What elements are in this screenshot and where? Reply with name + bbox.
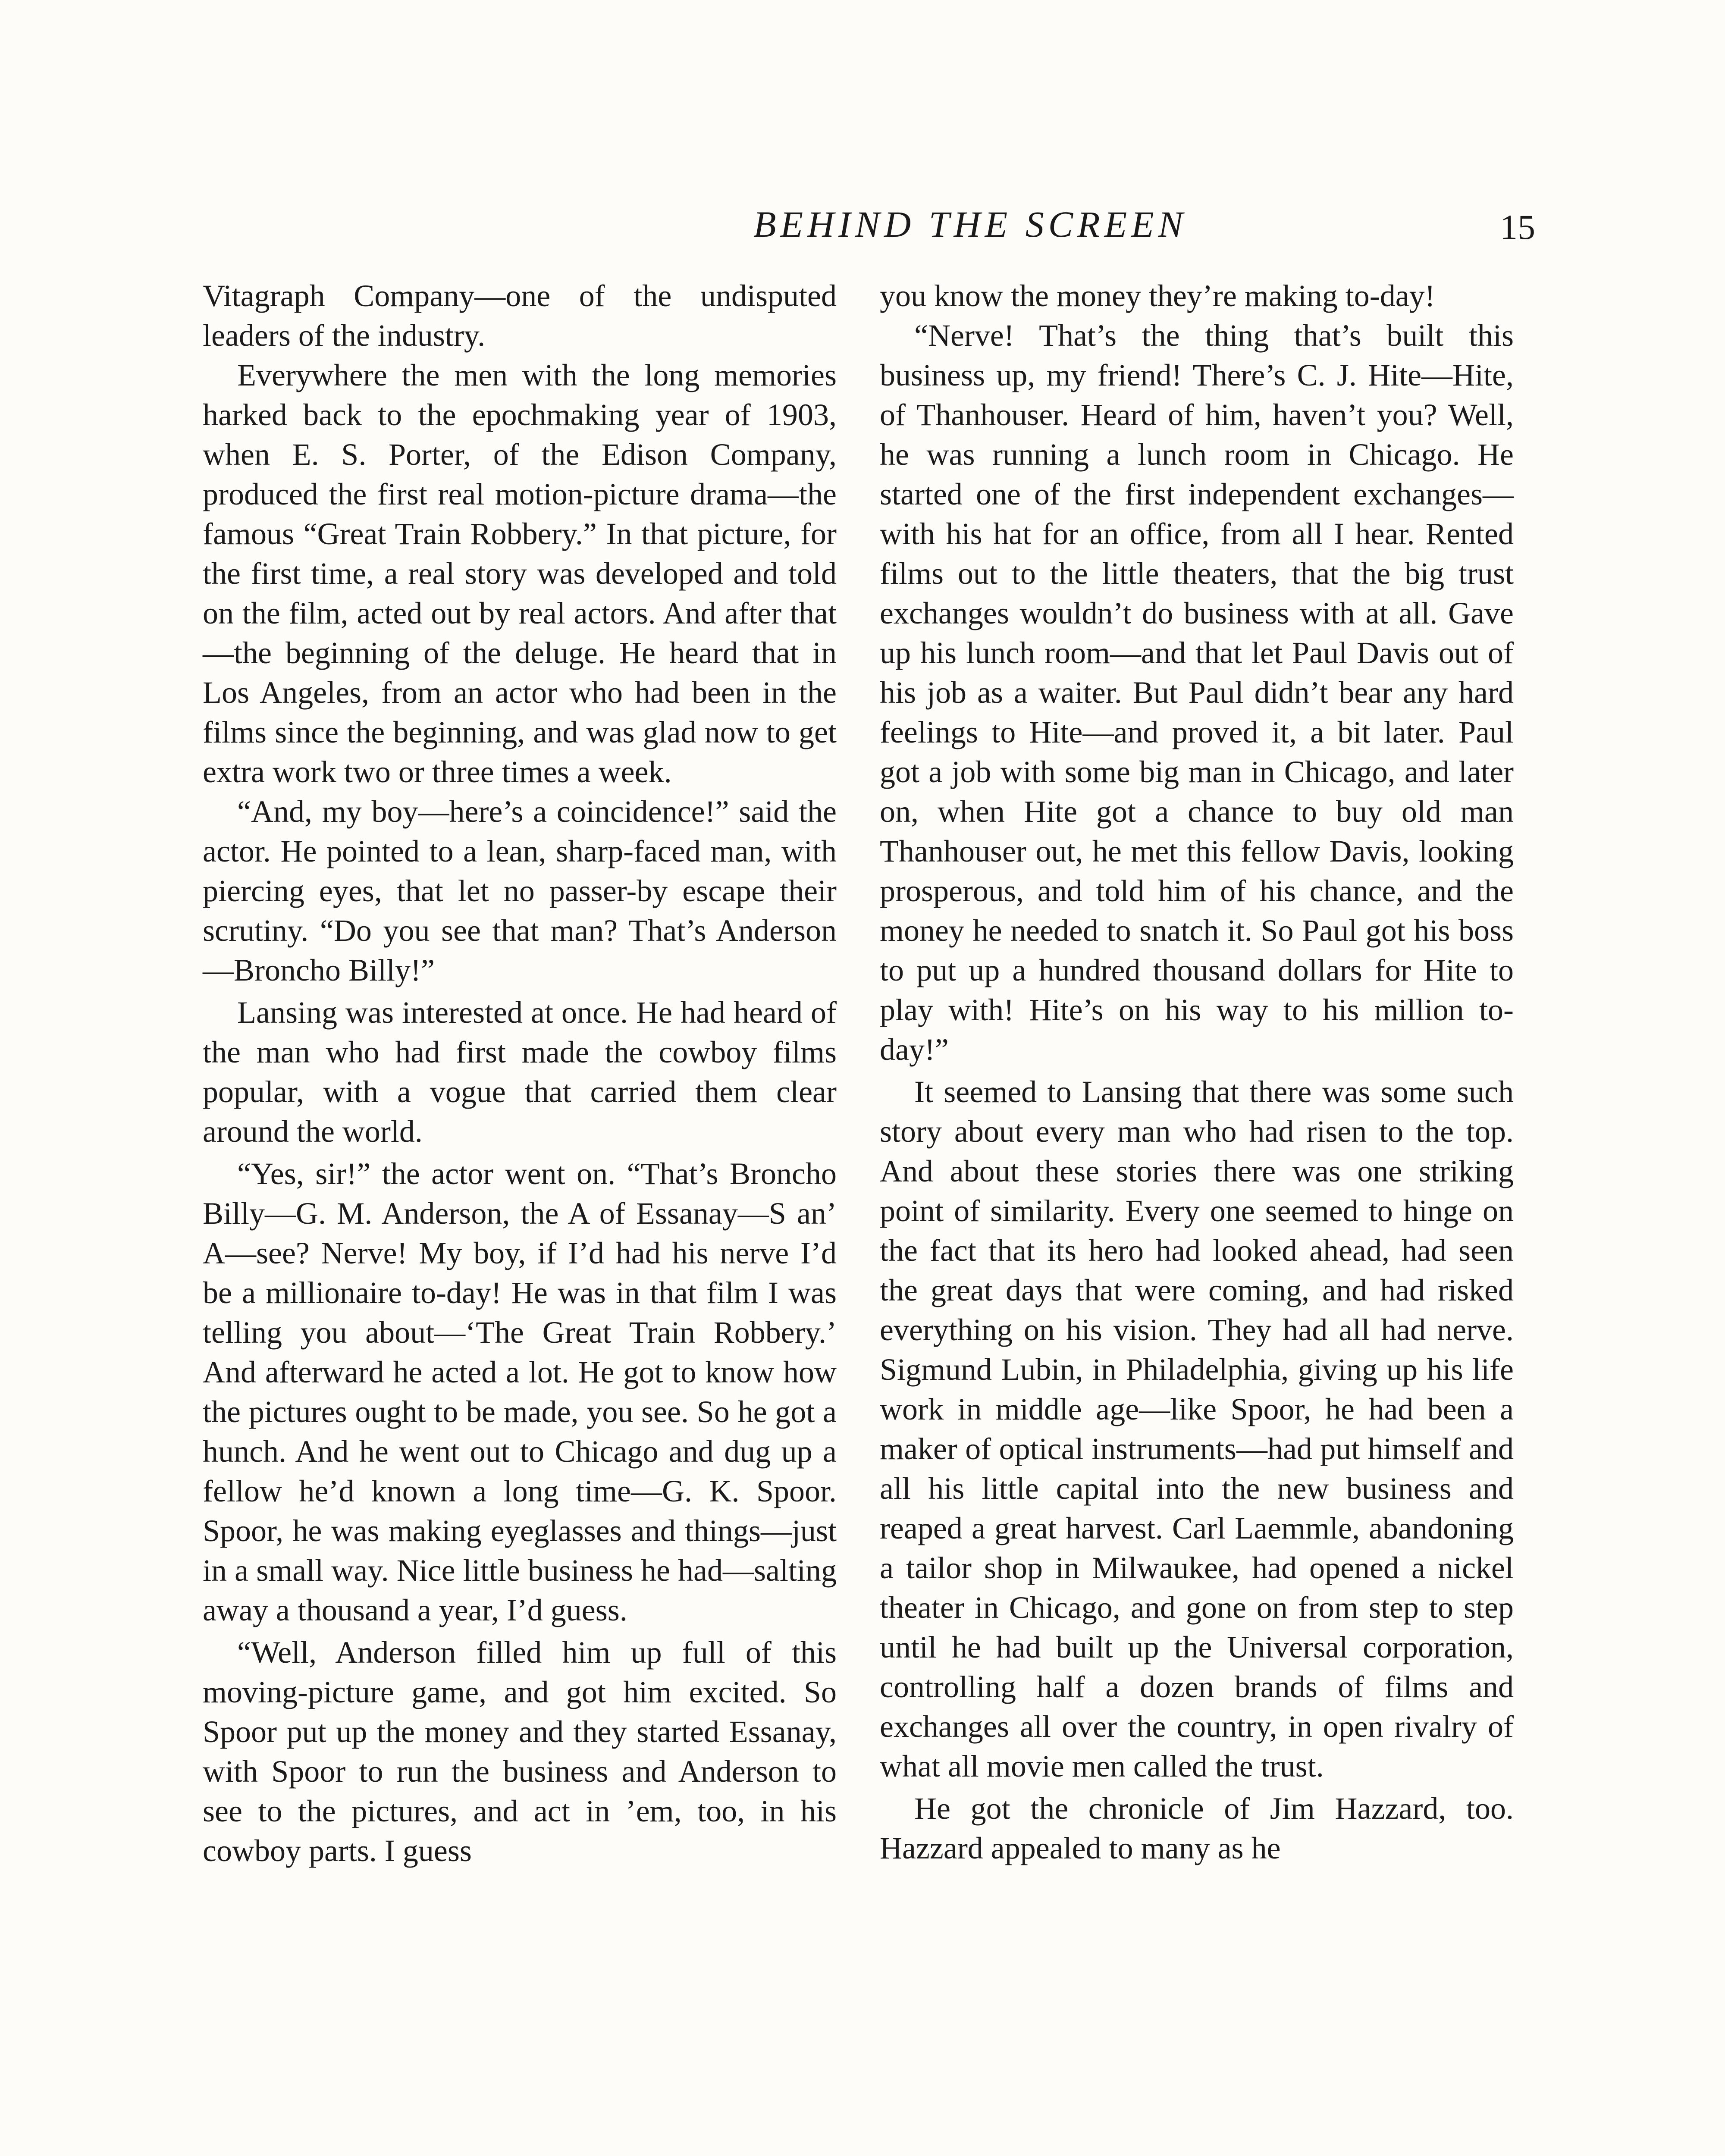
page-number: 15 bbox=[1500, 207, 1535, 247]
paragraph: “And, my boy—here’s a coincidence!” said the actor. He pointed to a lean, sharp-faced man, with piercing eyes, that let no passer-by escape their scrutiny. “Do you see that man? That’s Anderson—Broncho Billy!” bbox=[203, 794, 837, 987]
right-column bbox=[880, 276, 1514, 1868]
paragraph: Vitagraph Company—one of the undisputed leaders of the industry. bbox=[203, 279, 837, 353]
paragraph: “Well, Anderson filled him up full of this moving-picture game, and got him excited. So Spoor put up the money and they started Essanay, with Spoor to run the business and Anderson to see to the pictures, and act in ’em, too, in his cowboy parts. I guess bbox=[203, 1635, 837, 1868]
paragraph: “Yes, sir!” the actor went on. “That’s Broncho Billy—G. M. Anderson, the A of Essanay—S an’ A—see? Nerve! My boy, if I’d had his nerve I’d be a millionaire to-day! He was in that film I was telling you about—‘The Great Train Robbery.’ And afterward he acted a lot. He got to know how the pictures ought to be made, you see. So he got a hunch. And he went out to Chicago and dug up a fellow he’d known a long time—G. K. Spoor. Spoor, he was making eyeglasses and things—just in a small way. Nice little business he had—salting away a thousand a year, I’d guess. bbox=[203, 1156, 837, 1627]
paragraph: Lansing was interested at once. He had heard of the man who had first made the cowboy films popular, with a vogue that carried them clear around the world. bbox=[203, 995, 837, 1149]
left-column bbox=[203, 276, 837, 1871]
paragraph: He got the chronicle of Jim Hazzard, too. Hazzard appealed to many as he bbox=[880, 1791, 1514, 1865]
paragraph: It seemed to Lansing that there was some such story about every man who had risen to the top. And about these stories there was one striking point of similarity. Every one seemed to hinge on the fact that its hero had looked ahead, had seen the great days that were coming, and had risked everything on his vision. They had all had nerve. Sigmund Lubin, in Philadelphia, giving up his life work in middle age—like Spoor, he had been a maker of optical instruments—had put himself and all his little capital into the new business and reaped a great harvest. Carl Laemmle, abandoning a tailor shop in Milwaukee, had opened a nickel theater in Chicago, and gone on from step to step until he had built up the Universal corporation, controlling half a dozen brands of films and exchanges all over the country, in open rivalry of what all movie men called the trust. bbox=[880, 1075, 1514, 1783]
paragraph: you know the money they’re making to-day! bbox=[880, 279, 1435, 313]
paragraph: Everywhere the men with the long memories harked back to the epochmaking year of 1903, when E. S. Porter, of the Edison Company, produced the first real motion-picture drama—the famous “Great Train Robbery.” In that picture, for the first time, a real story was developed and told on the film, acted out by real actors. And after that—the beginning of the deluge. He heard that in Los Angeles, from an actor who had been in the films since the beginning, and was glad now to get extra work two or three times a week. bbox=[203, 358, 837, 789]
paragraph: “Nerve! That’s the thing that’s built this business up, my friend! There’s C. J. Hite—Hite, of Thanhouser. Heard of him, haven’t you? Well, he was running a lunch room in Chicago. He started one of the first independent exchanges—with his hat for an office, from all I hear. Rented films out to the little theaters, that the big trust exchanges wouldn’t do business with at all. Gave up his lunch room—and that let Paul Davis out of his job as a waiter. But Paul didn’t bear any hard feelings to Hite—and proved it, a bit later. Paul got a job with some big man in Chicago, and later on, when Hite got a chance to buy old man Thanhouser out, he met this fellow Davis, looking prosperous, and told him of his chance, and the money he needed to snatch it. So Paul got his boss to put up a hundred thousand dollars for Hite to play with! Hite’s on his way to his million to-day!” bbox=[880, 318, 1514, 1067]
running-head: BEHIND THE SCREEN bbox=[753, 204, 1188, 245]
